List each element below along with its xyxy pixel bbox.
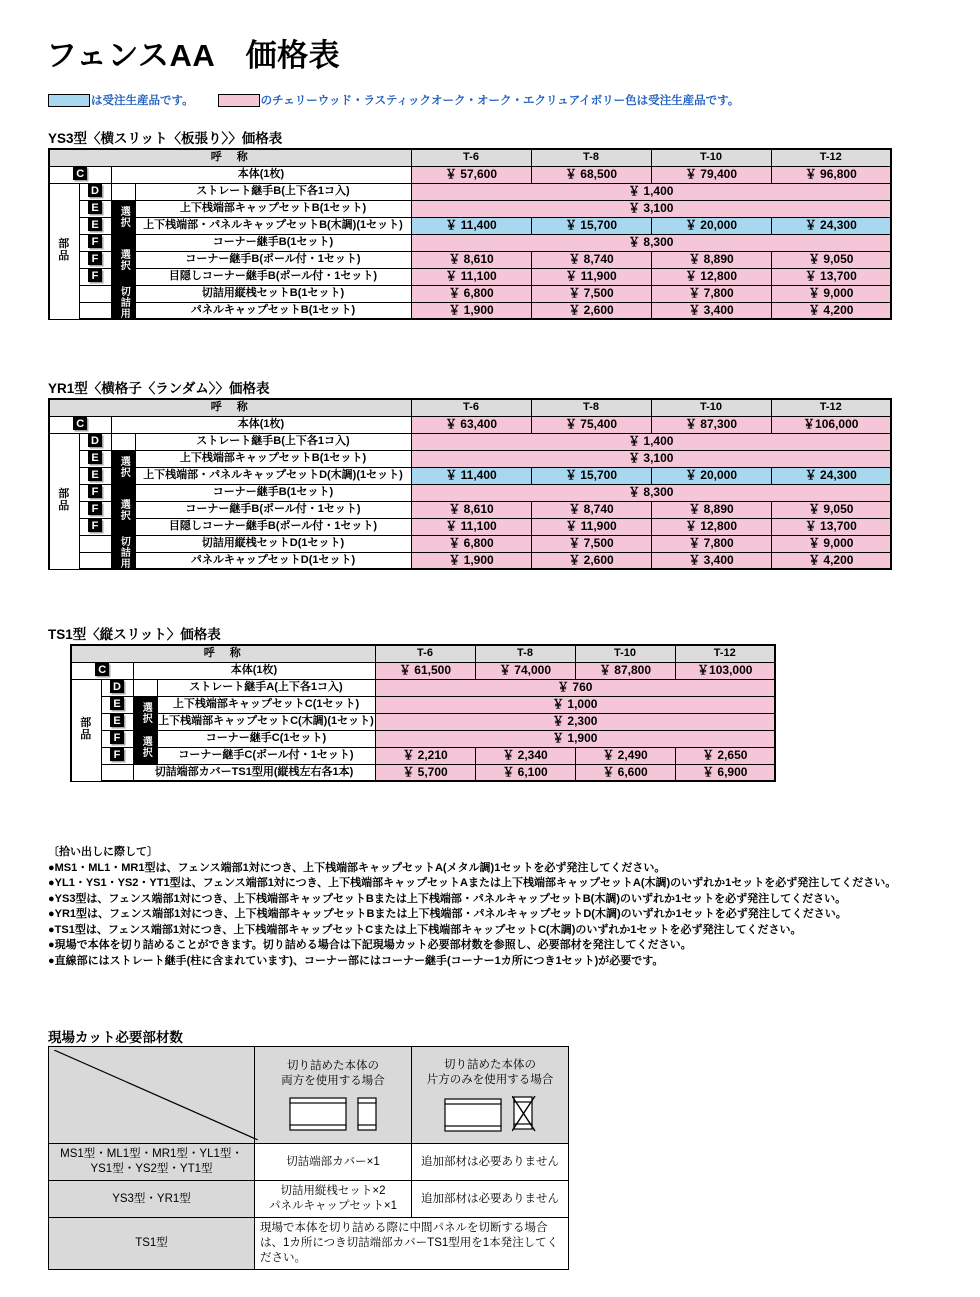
table-row bbox=[49, 467, 891, 484]
badge-cell bbox=[79, 217, 111, 234]
cut-table-row bbox=[49, 1218, 569, 1270]
price-cell-t-12: ￥ 4,200 bbox=[771, 552, 891, 569]
table-row bbox=[49, 302, 891, 319]
column-header-t-12: T-12 bbox=[771, 399, 891, 416]
one-side-parts-cell: 追加部材は必要ありません bbox=[412, 1144, 569, 1181]
price-cell-t-6: ￥ 1,900 bbox=[411, 302, 531, 319]
price-cell-t-12: ￥ 6,900 bbox=[675, 764, 775, 781]
price-cell-all: ￥ 8,300 bbox=[411, 234, 891, 251]
header-line-2: 片方のみを使用する場合 bbox=[426, 1074, 554, 1086]
item-name: 目隠しコーナー継手B(ポール付・1セット) bbox=[135, 268, 411, 285]
price-cell-t-8: ￥ 15,700 bbox=[531, 467, 651, 484]
price-cell-t-6: ￥ 11,400 bbox=[411, 217, 531, 234]
price-cell-t-12: ￥ 9,050 bbox=[771, 251, 891, 268]
table-row bbox=[49, 251, 891, 268]
badge-cell bbox=[79, 183, 111, 200]
badge-letter: F bbox=[110, 748, 124, 761]
price-cell-all: ￥ 8,300 bbox=[411, 484, 891, 501]
item-name: コーナー継手B(1セット) bbox=[135, 484, 411, 501]
badge-cell bbox=[79, 200, 111, 217]
column-header-t-6: T-6 bbox=[411, 149, 531, 166]
parts-label: 部 品 bbox=[71, 679, 101, 781]
price-cell-t-8: ￥ 2,600 bbox=[531, 302, 651, 319]
table-row bbox=[71, 679, 775, 696]
badge-cell bbox=[101, 696, 133, 713]
price-cell-t-8: ￥ 8,740 bbox=[531, 501, 651, 518]
price-cell-t-10: ￥ 3,400 bbox=[651, 552, 771, 569]
price-cell-t-8: ￥ 7,500 bbox=[531, 535, 651, 552]
select-label: 選 択 bbox=[133, 696, 157, 730]
price-cell-t-8: ￥ 15,700 bbox=[531, 217, 651, 234]
badge-letter: E bbox=[88, 468, 102, 481]
column-header-t-8: T-8 bbox=[531, 399, 651, 416]
badge-letter: F bbox=[110, 731, 124, 744]
panel-narrow-icon bbox=[357, 1097, 377, 1131]
note-item: ●直線部にはストレート継手(柱に含まれています)、コーナー部にはコーナー継手(コーナー1カ所につき1セット)が必要です。 bbox=[48, 954, 664, 967]
table-row bbox=[49, 183, 891, 200]
note-item: ●TS1型は、フェンス端部1対につき、上下桟端部キャップセットCまたは上下桟端部キャップセットC(木調)のいずれか1セットを必ず発注してください。 bbox=[48, 923, 802, 936]
price-cell-t-12: ￥ 4,200 bbox=[771, 302, 891, 319]
empty-cell bbox=[111, 433, 135, 450]
select-label: 選 択 bbox=[111, 200, 135, 234]
column-header-t-8: T-8 bbox=[531, 149, 651, 166]
price-table bbox=[70, 644, 776, 782]
table-row bbox=[49, 285, 891, 302]
section-heading-ys3: YS3型〈横スリット〈板張り〉〉価格表 bbox=[48, 131, 283, 146]
badge-letter: E bbox=[88, 201, 102, 214]
badge-letter: F bbox=[88, 252, 102, 265]
panel-illustration bbox=[417, 1096, 563, 1132]
table-row bbox=[49, 268, 891, 285]
legend-pink-text: のチェリーウッド・ラスティックオーク・オーク・エクリュアイボリー色は受注生産品です。 bbox=[260, 95, 740, 107]
item-name: 本体(1枚) bbox=[133, 662, 375, 679]
badge-cell bbox=[49, 416, 111, 433]
table-row bbox=[71, 747, 775, 764]
price-cell-all: ￥ 1,400 bbox=[411, 183, 891, 200]
price-cell-t-8: ￥ 11,900 bbox=[531, 268, 651, 285]
column-header-name: 呼 称 bbox=[49, 399, 411, 416]
price-cell-t-12: ￥ 13,700 bbox=[771, 268, 891, 285]
badge-cell bbox=[79, 285, 111, 302]
both-sides-parts-cell bbox=[255, 1144, 412, 1181]
column-header-name: 呼 称 bbox=[49, 149, 411, 166]
price-cell-t-12: ￥103,000 bbox=[675, 662, 775, 679]
diagonal-cell bbox=[49, 1047, 255, 1144]
price-cell-t-8: ￥ 7,500 bbox=[531, 285, 651, 302]
price-cell-t-10: ￥ 7,800 bbox=[651, 285, 771, 302]
item-name: コーナー継手B(1セット) bbox=[135, 234, 411, 251]
price-cell-all: ￥ 760 bbox=[375, 679, 775, 696]
table-row bbox=[49, 450, 891, 467]
panel-crossed-out-icon bbox=[512, 1096, 536, 1132]
select-label: 選 択 bbox=[111, 484, 135, 535]
item-name: コーナー継手C(ポール付・1セット) bbox=[157, 747, 375, 764]
price-cell-t-10: ￥ 12,800 bbox=[651, 268, 771, 285]
item-name: コーナー継手C(1セット) bbox=[157, 730, 375, 747]
price-cell-t-12: ￥ 24,300 bbox=[771, 217, 891, 234]
table-row bbox=[49, 501, 891, 518]
price-cell-t-10: ￥ 3,400 bbox=[651, 302, 771, 319]
legend-blue-swatch bbox=[48, 94, 90, 107]
column-header-t-8: T-8 bbox=[475, 645, 575, 662]
item-name: コーナー継手B(ポール付・1セット) bbox=[135, 251, 411, 268]
fence-type-line-1: YS3型・YR1型 bbox=[112, 1192, 191, 1205]
note-item: ●YR1型は、フェンス端部1対につき、上下桟端部キャップセットBまたは上下桟端部・パネルキャップセットD(木調)のいずれか1セットを必ず発注してください。 bbox=[48, 908, 847, 920]
column-header-t-6: T-6 bbox=[375, 645, 475, 662]
price-cell-t-12: ￥ 96,800 bbox=[771, 166, 891, 183]
badge-letter: D bbox=[110, 680, 124, 693]
note-item: ●YS3型は、フェンス端部1対につき、上下桟端部キャップセットBまたは上下桟端部・パネルキャップセットB(木調)のいずれか1セットを必ず発注してください。 bbox=[48, 892, 847, 905]
column-header-t-10: T-10 bbox=[651, 399, 771, 416]
table-row bbox=[49, 416, 891, 433]
badge-letter: E bbox=[88, 451, 102, 464]
cut-table-row bbox=[49, 1144, 569, 1181]
badge-letter: E bbox=[88, 218, 102, 231]
badge-cell bbox=[49, 166, 111, 183]
price-cell-all: ￥ 3,100 bbox=[411, 450, 891, 467]
parts-label: 部 品 bbox=[49, 433, 79, 569]
notes-list bbox=[48, 861, 896, 970]
badge-letter: F bbox=[88, 485, 102, 498]
item-name: ストレート継手B(上下各1コ入) bbox=[135, 433, 411, 450]
item-name: 切詰用縦桟セットD(1セット) bbox=[135, 535, 411, 552]
item-name: 本体(1枚) bbox=[111, 416, 411, 433]
badge-cell bbox=[79, 518, 111, 535]
price-cell-t-6: ￥ 1,900 bbox=[411, 552, 531, 569]
price-cell-t-10: ￥ 2,490 bbox=[575, 747, 675, 764]
badge-cell bbox=[79, 433, 111, 450]
price-cell-t-6: ￥ 63,400 bbox=[411, 416, 531, 433]
column-header-name: 呼 称 bbox=[71, 645, 375, 662]
item-name: パネルキャップセットB(1セット) bbox=[135, 302, 411, 319]
item-name: 切詰端部カバーTS1型用(縦桟左右各1本) bbox=[133, 764, 375, 781]
select-label: 選 択 bbox=[133, 730, 157, 764]
price-cell-t-8: ￥ 6,100 bbox=[475, 764, 575, 781]
table-row bbox=[49, 217, 891, 234]
price-cell-t-6: ￥ 2,210 bbox=[375, 747, 475, 764]
price-cell-t-8: ￥ 68,500 bbox=[531, 166, 651, 183]
price-cell-t-8: ￥ 2,340 bbox=[475, 747, 575, 764]
badge-cell bbox=[101, 679, 133, 696]
price-cell-t-10: ￥ 12,800 bbox=[651, 518, 771, 535]
price-cell-t-6: ￥ 57,600 bbox=[411, 166, 531, 183]
price-cell-t-6: ￥ 8,610 bbox=[411, 501, 531, 518]
column-header-t-12: T-12 bbox=[675, 645, 775, 662]
legend-blue-text: は受注生産品です。 bbox=[91, 95, 194, 107]
price-table bbox=[48, 398, 892, 570]
badge-letter: F bbox=[88, 269, 102, 282]
price-cell-t-8: ￥ 2,600 bbox=[531, 552, 651, 569]
badge-cell bbox=[79, 234, 111, 251]
item-name: ストレート継手A(上下各1コ入) bbox=[157, 679, 375, 696]
badge-cell bbox=[79, 467, 111, 484]
column-header-t-12: T-12 bbox=[771, 149, 891, 166]
both-parts-line-2: パネルキャップセット×1 bbox=[269, 1200, 397, 1212]
section-heading-yr1: YR1型〈横格子〈ランダム〉〉価格表 bbox=[48, 381, 270, 396]
price-cell-t-6: ￥ 6,800 bbox=[411, 535, 531, 552]
item-name: ストレート継手B(上下各1コ入) bbox=[135, 183, 411, 200]
table-row bbox=[49, 552, 891, 569]
price-cell-t-8: ￥ 75,400 bbox=[531, 416, 651, 433]
item-name: コーナー継手B(ポール付・1セット) bbox=[135, 501, 411, 518]
table-row bbox=[49, 484, 891, 501]
badge-cell bbox=[79, 484, 111, 501]
price-cell-t-12: ￥ 2,650 bbox=[675, 747, 775, 764]
badge-cell bbox=[79, 552, 111, 569]
badge-letter: F bbox=[88, 502, 102, 515]
price-cell-t-10: ￥ 8,890 bbox=[651, 251, 771, 268]
badge-letter: F bbox=[88, 519, 102, 532]
cut-column-header-one bbox=[412, 1047, 569, 1144]
price-cell-t-12: ￥ 9,050 bbox=[771, 501, 891, 518]
price-table bbox=[48, 148, 892, 320]
price-cell-all: ￥ 3,100 bbox=[411, 200, 891, 217]
fence-type-line-2: YS1型・YS2型・YT1型 bbox=[90, 1163, 213, 1175]
table-row bbox=[49, 200, 891, 217]
cut-table-heading: 現場カット必要部材数 bbox=[48, 1030, 183, 1045]
both-sides-parts-cell bbox=[255, 1181, 412, 1218]
both-parts-line-1: 切詰用縦桟セット×2 bbox=[280, 1185, 386, 1197]
column-header-t-10: T-10 bbox=[651, 149, 771, 166]
cut-label: 切 詰 用 bbox=[111, 285, 135, 319]
badge-cell bbox=[101, 764, 133, 781]
table-row bbox=[49, 166, 891, 183]
badge-letter: E bbox=[110, 714, 124, 727]
item-name: 上下桟端部キャップセットC(1セット) bbox=[157, 696, 375, 713]
badge-letter: F bbox=[88, 235, 102, 248]
select-label: 選 択 bbox=[111, 234, 135, 285]
price-cell-t-10: ￥ 20,000 bbox=[651, 467, 771, 484]
badge-cell bbox=[101, 730, 133, 747]
item-name: 本体(1枚) bbox=[111, 166, 411, 183]
price-cell-t-6: ￥ 5,700 bbox=[375, 764, 475, 781]
table-row bbox=[71, 764, 775, 781]
price-cell-all: ￥ 1,900 bbox=[375, 730, 775, 747]
price-cell-t-12: ￥106,000 bbox=[771, 416, 891, 433]
panel-wide-icon bbox=[444, 1098, 502, 1132]
price-cell-t-10: ￥ 6,600 bbox=[575, 764, 675, 781]
price-cell-t-10: ￥ 8,890 bbox=[651, 501, 771, 518]
badge-letter: D bbox=[88, 184, 102, 197]
page-title: フェンスAA 価格表 bbox=[46, 38, 341, 73]
price-table-ts1-host bbox=[70, 644, 776, 782]
cut-label: 切 詰 用 bbox=[111, 535, 135, 569]
badge-letter: C bbox=[95, 663, 109, 676]
badge-letter: C bbox=[73, 417, 87, 430]
panel-illustration bbox=[260, 1097, 406, 1131]
price-cell-t-12: ￥ 9,000 bbox=[771, 285, 891, 302]
note-item: ●現場で本体を切り詰めることができます。切り詰める場合は下記現場カット必要部材数を参照し、必要部材を発注してください。 bbox=[48, 939, 692, 951]
both-parts-line-1: 切詰端部カバー×1 bbox=[286, 1155, 380, 1168]
cut-table-row bbox=[49, 1181, 569, 1218]
price-cell-t-8: ￥ 11,900 bbox=[531, 518, 651, 535]
badge-cell bbox=[101, 747, 133, 764]
empty-cell bbox=[133, 679, 157, 696]
table-row bbox=[71, 730, 775, 747]
price-table-ys3-host bbox=[48, 148, 892, 320]
table-row bbox=[71, 662, 775, 679]
item-name: 上下桟端部・パネルキャップセットB(木調)(1セット) bbox=[135, 217, 411, 234]
badge-letter: C bbox=[73, 167, 87, 180]
badge-cell bbox=[79, 251, 111, 268]
table-row bbox=[49, 234, 891, 251]
price-cell-t-12: ￥ 24,300 bbox=[771, 467, 891, 484]
panel-wide-icon bbox=[289, 1097, 347, 1131]
price-cell-t-6: ￥ 6,800 bbox=[411, 285, 531, 302]
item-name: パネルキャップセットD(1セット) bbox=[135, 552, 411, 569]
badge-cell bbox=[79, 535, 111, 552]
header-line-1: 切り詰めた本体の bbox=[444, 1059, 536, 1071]
fence-type-line-1: TS1型 bbox=[135, 1237, 168, 1249]
table-row bbox=[49, 433, 891, 450]
badge-cell bbox=[79, 268, 111, 285]
price-cell-all: ￥ 1,000 bbox=[375, 696, 775, 713]
note-item: ●MS1・ML1・MR1型は、フェンス端部1対につき、上下桟端部キャップセットA(メタル調)1セットを必ず発注してください。 bbox=[48, 861, 666, 874]
price-cell-t-10: ￥ 87,800 bbox=[575, 662, 675, 679]
item-name: 目隠しコーナー継手B(ポール付・1セット) bbox=[135, 518, 411, 535]
fence-type-cell bbox=[49, 1144, 255, 1181]
select-label: 選 択 bbox=[111, 450, 135, 484]
badge-cell bbox=[101, 713, 133, 730]
notes-heading: 〔拾い出しに際して〕 bbox=[48, 846, 158, 858]
column-header-t-6: T-6 bbox=[411, 399, 531, 416]
cut-column-header-both bbox=[255, 1047, 412, 1144]
item-name: 上下桟端部キャップセットB(1セット) bbox=[135, 200, 411, 217]
notes-block bbox=[48, 845, 896, 969]
item-name: 上下桟端部キャップセットC(木調)(1セット) bbox=[157, 713, 375, 730]
price-cell-t-6: ￥ 11,100 bbox=[411, 518, 531, 535]
parts-label: 部 品 bbox=[49, 183, 79, 319]
badge-cell bbox=[79, 501, 111, 518]
badge-cell bbox=[79, 450, 111, 467]
price-cell-t-10: ￥ 20,000 bbox=[651, 217, 771, 234]
badge-letter: D bbox=[88, 434, 102, 447]
price-cell-t-6: ￥ 61,500 bbox=[375, 662, 475, 679]
price-table-yr1-host bbox=[48, 398, 892, 570]
fence-type-line-1: MS1型・ML1型・MR1型・YL1型・ bbox=[60, 1148, 243, 1160]
price-cell-t-10: ￥ 79,400 bbox=[651, 166, 771, 183]
cut-requirements-table bbox=[48, 1046, 569, 1270]
price-cell-t-12: ￥ 13,700 bbox=[771, 518, 891, 535]
price-cell-all: ￥ 1,400 bbox=[411, 433, 891, 450]
header-line-1: 切り詰めた本体の bbox=[287, 1060, 379, 1072]
item-name: 切詰用縦桟セットB(1セット) bbox=[135, 285, 411, 302]
empty-cell bbox=[111, 183, 135, 200]
badge-cell bbox=[71, 662, 133, 679]
header-line-2: 両方を使用する場合 bbox=[281, 1075, 385, 1087]
legend bbox=[48, 92, 739, 108]
price-cell-all: ￥ 2,300 bbox=[375, 713, 775, 730]
diagonal-line-icon bbox=[54, 1050, 258, 1140]
column-header-t-10: T-10 bbox=[575, 645, 675, 662]
cut-note-merged: 現場で本体を切り詰める際に中間パネルを切断する場合は、1カ所につき切詰端部カバーTS1型用を1本発注してください。 bbox=[255, 1218, 569, 1270]
price-cell-t-10: ￥ 7,800 bbox=[651, 535, 771, 552]
price-cell-t-10: ￥ 87,300 bbox=[651, 416, 771, 433]
price-cell-t-12: ￥ 9,000 bbox=[771, 535, 891, 552]
fence-type-cell bbox=[49, 1181, 255, 1218]
price-cell-t-8: ￥ 8,740 bbox=[531, 251, 651, 268]
price-cell-t-8: ￥ 74,000 bbox=[475, 662, 575, 679]
price-cell-t-6: ￥ 11,100 bbox=[411, 268, 531, 285]
section-heading-ts1: TS1型〈縦スリット〉価格表 bbox=[48, 627, 221, 642]
badge-cell bbox=[79, 302, 111, 319]
item-name: 上下桟端部キャップセットB(1セット) bbox=[135, 450, 411, 467]
table-row bbox=[49, 518, 891, 535]
item-name: 上下桟端部・パネルキャップセットD(木調)(1セット) bbox=[135, 467, 411, 484]
fence-type-cell bbox=[49, 1218, 255, 1270]
price-cell-t-6: ￥ 8,610 bbox=[411, 251, 531, 268]
badge-letter: E bbox=[110, 697, 124, 710]
note-item: ●YL1・YS1・YS2・YT1型は、フェンス端部1対につき、上下桟端部キャップセットAまたは上下桟端部キャップセットA(木調)のいずれか1セットを必ず発注してください。 bbox=[48, 877, 897, 889]
legend-pink-swatch bbox=[218, 94, 260, 107]
table-row bbox=[71, 713, 775, 730]
one-side-parts-cell: 追加部材は必要ありません bbox=[412, 1181, 569, 1218]
price-cell-t-6: ￥ 11,400 bbox=[411, 467, 531, 484]
table-row bbox=[49, 535, 891, 552]
table-row bbox=[71, 696, 775, 713]
